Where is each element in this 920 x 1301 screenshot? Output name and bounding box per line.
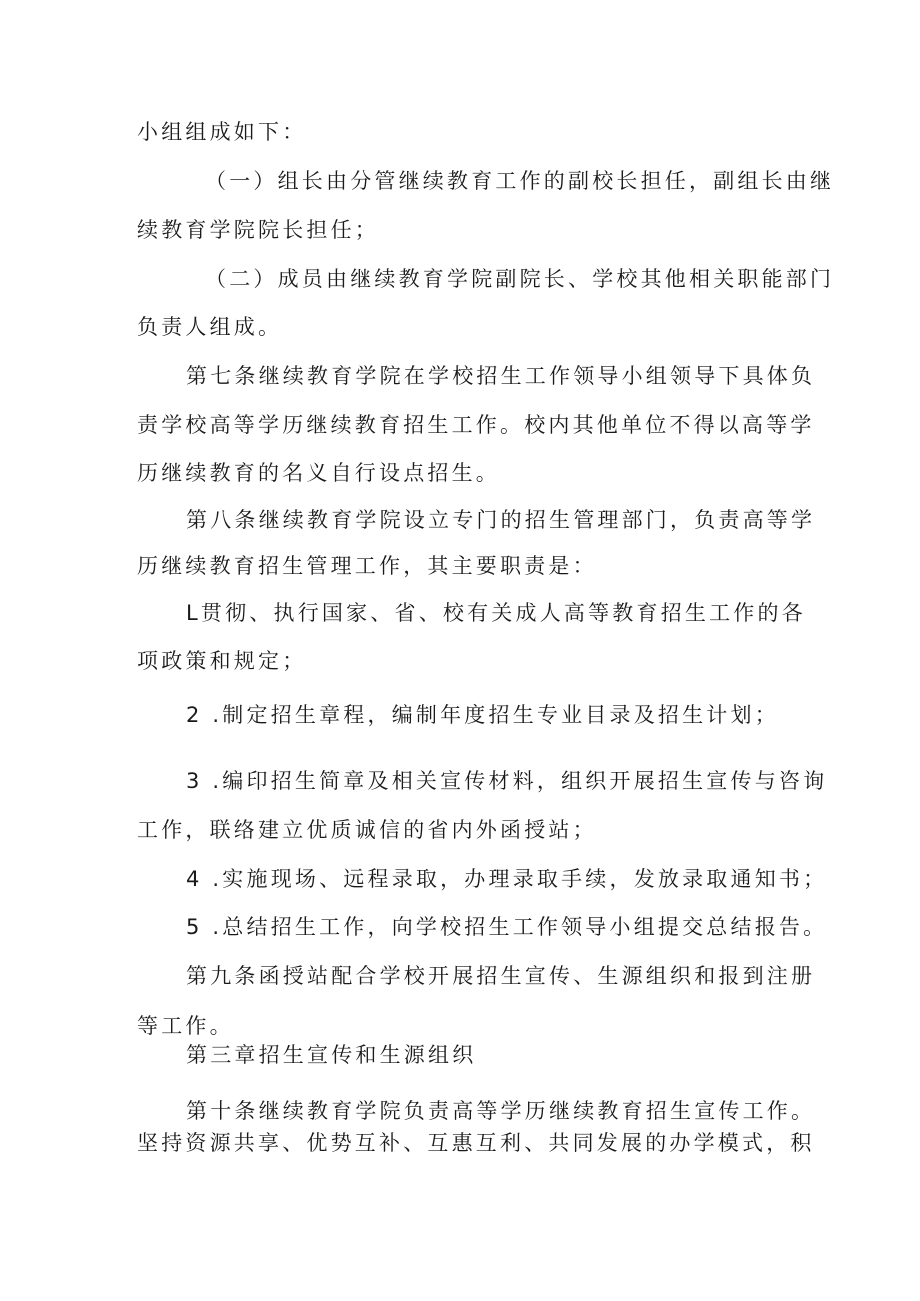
text-line: （一）组长由分管继续教育工作的副校长担任，副组长由继	[205, 169, 835, 193]
text-line: 第七条继续教育学院在学校招生工作领导小组领导下具体负	[186, 364, 816, 388]
text-line: 工作，联络建立优质诚信的省内外函授站；	[137, 818, 597, 842]
text-line: 负责人组成。	[137, 315, 283, 339]
text-line: 5 .总结招生工作，向学校招生工作领导小组提交总结报告。	[186, 915, 828, 939]
text-line: 第八条继续教育学院设立专门的招生管理部门，负责高等学	[186, 508, 816, 532]
text-line: 项政策和规定；	[137, 649, 307, 673]
text-line: 坚持资源共享、优势互补、互惠互利、共同发展的办学模式，积	[137, 1131, 815, 1155]
text-line: 第十条继续教育学院负责高等学历继续教育招生宣传工作。	[186, 1099, 816, 1123]
text-line: 续教育学院院长担任；	[137, 218, 379, 242]
chapter-heading: 第三章招生宣传和生源组织	[186, 1043, 477, 1067]
text-line: 等工作。	[137, 1014, 234, 1038]
text-line: 小组组成如下：	[137, 120, 307, 144]
text-line: 3 .编印招生简章及相关宣传材料，组织开展招生宣传与咨询	[186, 769, 828, 793]
text-line: 4 .实施现场、远程录取，办理录取手续，发放录取通知书；	[186, 867, 828, 891]
text-line: L贯彻、执行国家、省、校有关成人高等教育招生工作的各	[186, 601, 806, 625]
text-line: 2 .制定招生章程，编制年度招生专业目录及招生计划；	[186, 703, 779, 727]
text-line: 第九条函授站配合学校开展招生宣传、生源组织和报到注册	[186, 964, 816, 988]
text-line: 责学校高等学历继续教育招生工作。校内其他单位不得以高等学	[137, 413, 815, 437]
text-line: 历继续教育的名义自行设点招生。	[137, 461, 500, 485]
text-line: （二）成员由继续教育学院副院长、学校其他相关职能部门	[205, 267, 835, 291]
text-line: 历继续教育招生管理工作，其主要职责是：	[137, 554, 597, 578]
